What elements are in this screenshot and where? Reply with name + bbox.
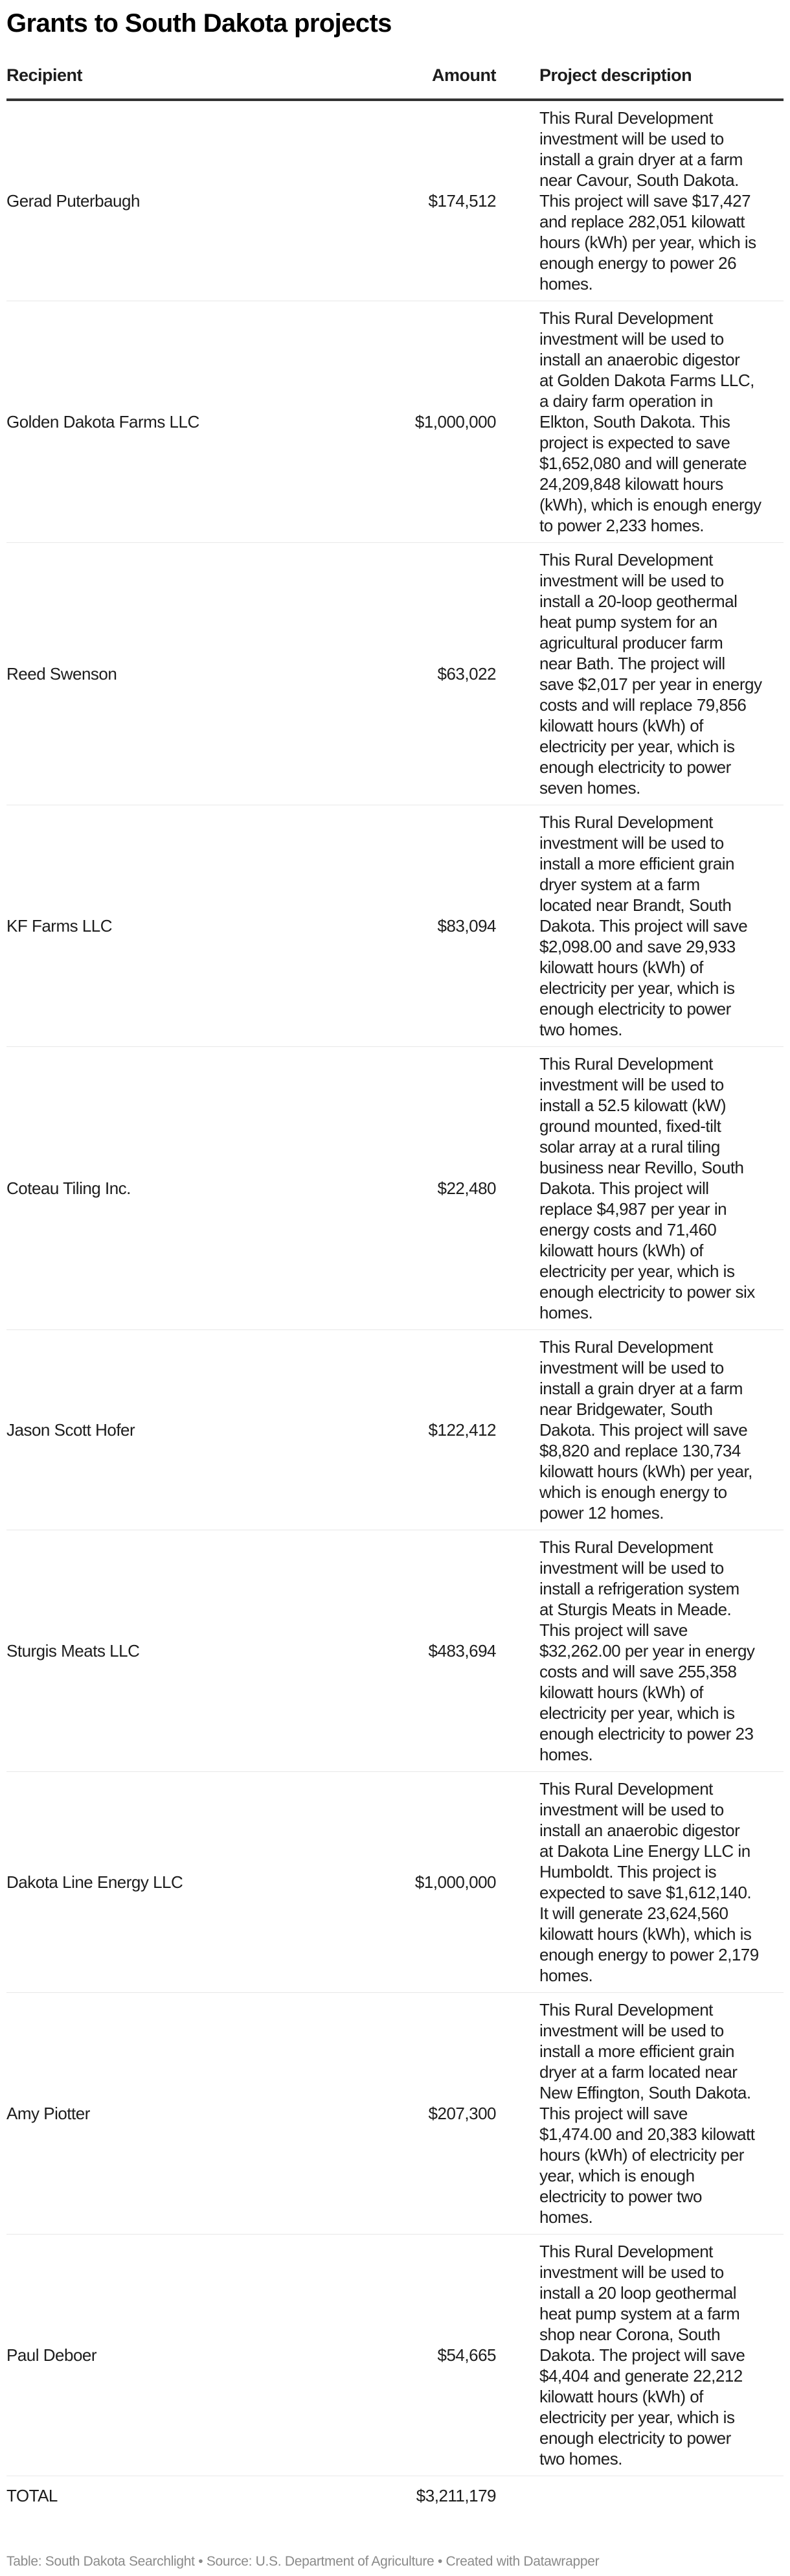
description-cell	[539, 301, 784, 543]
table-header-row	[6, 65, 784, 100]
table-row	[6, 1530, 784, 1772]
spacer-cell	[496, 1772, 539, 1993]
amount-cell: $483,694	[408, 1530, 496, 1772]
description-line: $2,098.00 and save 29,933	[539, 937, 736, 956]
description-line: This Rural Development	[539, 1054, 713, 1074]
spacer-cell	[496, 2476, 539, 2516]
description-line: year, which is enough	[539, 2166, 695, 2185]
description-line: Dakota. This project will save	[539, 916, 748, 936]
description-line: costs and will save 255,358	[539, 1662, 737, 1681]
description-line: located near Brandt, South	[539, 895, 732, 915]
description-line: This project will save $17,427	[539, 191, 751, 211]
spacer-cell	[496, 543, 539, 805]
description-line: homes.	[539, 1745, 593, 1764]
description-line: heat pump system at a farm	[539, 2304, 740, 2323]
amount-cell: $22,480	[408, 1047, 496, 1330]
description-line: This Rural Development	[539, 108, 713, 128]
description-line: at Sturgis Meats in Meade.	[539, 1600, 732, 1619]
description-line: Dakota. This project will save	[539, 1420, 748, 1440]
description-line: investment will be used to	[539, 1358, 724, 1377]
description-line: $1,474.00 and 20,383 kilowatt	[539, 2124, 755, 2144]
total-description	[539, 2476, 784, 2516]
description-line: install an anaerobic digestor	[539, 1821, 740, 1840]
description-line: This Rural Development	[539, 1537, 713, 1557]
spacer-cell	[496, 301, 539, 543]
description-cell	[539, 1047, 784, 1330]
spacer-cell	[496, 1530, 539, 1772]
description-line: investment will be used to	[539, 1075, 724, 1094]
description-line: two homes.	[539, 2449, 622, 2468]
description-line: It will generate 23,624,560	[539, 1903, 728, 1923]
description-line: enough electricity to power 23	[539, 1724, 754, 1743]
description-line: install a more efficient grain	[539, 854, 735, 873]
description-line: hours (kWh) of electricity per	[539, 2145, 744, 2165]
spacer-cell	[496, 1330, 539, 1530]
description-line: (kWh), which is enough energy	[539, 495, 762, 514]
description-line: electricity per year, which is	[539, 2408, 735, 2427]
description-line: homes.	[539, 2207, 593, 2227]
description-line: This Rural Development	[539, 812, 713, 832]
description-line: homes.	[539, 1303, 593, 1322]
description-line: replace $4,987 per year in	[539, 1199, 727, 1219]
amount-cell: $54,665	[408, 2235, 496, 2476]
description-line: install a grain dryer at a farm	[539, 150, 743, 169]
description-line: enough energy to power 2,179	[539, 1945, 759, 1964]
spacer-cell	[496, 100, 539, 301]
description-line: electricity to power two	[539, 2187, 702, 2206]
description-line: seven homes.	[539, 778, 640, 798]
description-line: project is expected to save	[539, 433, 730, 452]
description-cell	[539, 543, 784, 805]
description-line: near Bath. The project will	[539, 654, 725, 673]
description-line: install a 20 loop geothermal	[539, 2283, 736, 2303]
recipient-cell: Golden Dakota Farms LLC	[6, 301, 408, 543]
description-line: near Cavour, South Dakota.	[539, 170, 739, 190]
description-line: install an anaerobic digestor	[539, 350, 740, 369]
description-line: and replace 282,051 kilowatt	[539, 212, 745, 231]
description-line: This Rural Development	[539, 1779, 713, 1799]
description-cell	[539, 100, 784, 301]
description-line: install a grain dryer at a farm	[539, 1379, 743, 1398]
description-line: energy costs and 71,460	[539, 1220, 717, 1239]
description-line: dryer system at a farm	[539, 875, 700, 894]
description-line: This Rural Development	[539, 308, 713, 328]
table-row	[6, 2235, 784, 2476]
description-line: install a 20-loop geothermal	[539, 592, 738, 611]
source-footer: Table: South Dakota Searchlight • Source: U.S. Department of Agriculture • Created with Datawrapper	[6, 2554, 600, 2569]
description-line: at Golden Dakota Farms LLC,	[539, 371, 754, 390]
description-line: dryer at a farm located near	[539, 2062, 738, 2082]
description-line: solar array at a rural tiling	[539, 1137, 720, 1156]
recipient-cell: Gerad Puterbaugh	[6, 100, 408, 301]
total-amount: $3,211,179	[416, 2486, 496, 2505]
amount-cell: $83,094	[408, 805, 496, 1047]
amount-cell: $122,412	[408, 1330, 496, 1530]
column-header-amount[interactable]: Amount	[408, 65, 496, 100]
description-line: to power 2,233 homes.	[539, 516, 704, 535]
description-line: kilowatt hours (kWh) of	[539, 2387, 703, 2406]
description-line: kilowatt hours (kWh) of	[539, 1683, 703, 1702]
column-header-recipient[interactable]: Recipient	[6, 65, 408, 100]
description-line: which is enough energy to	[539, 1482, 727, 1502]
datawrapper-table-container	[6, 0, 784, 2515]
description-line: business near Revillo, South	[539, 1158, 744, 1177]
description-line: homes.	[539, 274, 593, 293]
table-row	[6, 1772, 784, 1993]
recipient-cell: Dakota Line Energy LLC	[6, 1772, 408, 1993]
description-line: 24,209,848 kilowatt hours	[539, 474, 723, 494]
table-row	[6, 1993, 784, 2235]
description-line: install a more efficient grain	[539, 2041, 735, 2061]
description-line: kilowatt hours (kWh) of	[539, 1241, 703, 1260]
description-line: investment will be used to	[539, 2021, 724, 2040]
recipient-cell: Reed Swenson	[6, 543, 408, 805]
description-cell	[539, 1993, 784, 2235]
description-cell	[539, 805, 784, 1047]
recipient-cell: Sturgis Meats LLC	[6, 1530, 408, 1772]
description-line: This project will save	[539, 1620, 688, 1640]
description-line: electricity per year, which is	[539, 1261, 735, 1281]
recipient-cell: KF Farms LLC	[6, 805, 408, 1047]
description-line: investment will be used to	[539, 329, 724, 349]
description-line: install a refrigeration system	[539, 1579, 739, 1598]
description-line: $4,404 and generate 22,212	[539, 2366, 743, 2386]
description-line: $8,820 and replace 130,734	[539, 1441, 741, 1460]
recipient-cell: Amy Piotter	[6, 1993, 408, 2235]
description-line: This Rural Development	[539, 1337, 713, 1357]
total-label: TOTAL	[6, 2486, 58, 2505]
description-line: investment will be used to	[539, 2262, 724, 2282]
table-row	[6, 100, 784, 301]
grants-table	[6, 65, 784, 2515]
description-line: install a 52.5 kilowatt (kW)	[539, 1096, 726, 1115]
description-line: agricultural producer farm	[539, 633, 723, 652]
column-header-description[interactable]: Project description	[539, 65, 784, 100]
description-line: investment will be used to	[539, 1800, 724, 1819]
description-line: electricity per year, which is	[539, 978, 735, 998]
description-line: a dairy farm operation in	[539, 391, 713, 411]
description-line: power 12 homes.	[539, 1503, 664, 1523]
description-line: kilowatt hours (kWh) of	[539, 958, 703, 977]
description-line: kilowatt hours (kWh), which is	[539, 1924, 752, 1944]
description-line: enough electricity to power	[539, 999, 731, 1018]
description-line: investment will be used to	[539, 833, 724, 853]
table-row	[6, 1330, 784, 1530]
description-line: This Rural Development	[539, 550, 713, 569]
description-line: Elkton, South Dakota. This	[539, 412, 730, 431]
table-row	[6, 543, 784, 805]
description-cell	[539, 1772, 784, 1993]
table-row	[6, 1047, 784, 1330]
amount-cell: $63,022	[408, 543, 496, 805]
column-header-spacer	[496, 65, 539, 100]
description-line: homes.	[539, 1966, 593, 1985]
spacer-cell	[496, 805, 539, 1047]
description-line: enough electricity to power	[539, 2428, 731, 2448]
total-row	[6, 2476, 784, 2516]
description-line: shop near Corona, South	[539, 2325, 721, 2344]
description-line: This project will save	[539, 2104, 688, 2123]
table-row	[6, 805, 784, 1047]
description-cell	[539, 2235, 784, 2476]
description-cell	[539, 1330, 784, 1530]
description-line: This Rural Development	[539, 2242, 713, 2261]
table-row	[6, 301, 784, 543]
description-line: costs and will replace 79,856	[539, 695, 747, 715]
description-line: Dakota. The project will save	[539, 2345, 745, 2365]
spacer-cell	[496, 2235, 539, 2476]
amount-cell: $174,512	[408, 100, 496, 301]
description-line: save $2,017 per year in energy	[539, 674, 762, 694]
description-line: ground mounted, fixed-tilt	[539, 1116, 721, 1136]
table-body	[6, 100, 784, 2515]
description-line: New Effington, South Dakota.	[539, 2083, 751, 2102]
description-line: expected to save $1,612,140.	[539, 1883, 752, 1902]
description-line: heat pump system for an	[539, 612, 717, 632]
description-line: kilowatt hours (kWh) of	[539, 716, 703, 735]
description-line: enough energy to power 26	[539, 253, 737, 273]
description-line: at Dakota Line Energy LLC in	[539, 1841, 751, 1861]
description-line: investment will be used to	[539, 571, 724, 590]
description-line: investment will be used to	[539, 1558, 724, 1578]
description-line: $1,652,080 and will generate	[539, 454, 747, 473]
description-line: $32,262.00 per year in energy	[539, 1641, 755, 1661]
description-line: kilowatt hours (kWh) per year,	[539, 1462, 752, 1481]
spacer-cell	[496, 1047, 539, 1330]
description-line: This Rural Development	[539, 2000, 713, 2019]
description-line: two homes.	[539, 1020, 622, 1039]
description-cell	[539, 1530, 784, 1772]
amount-cell: $1,000,000	[408, 1772, 496, 1993]
recipient-cell: Jason Scott Hofer	[6, 1330, 408, 1530]
description-line: near Bridgewater, South	[539, 1399, 713, 1419]
description-line: electricity per year, which is	[539, 1703, 735, 1723]
description-line: investment will be used to	[539, 129, 724, 148]
description-line: electricity per year, which is	[539, 737, 735, 756]
page-title: Grants to South Dakota projects	[6, 9, 392, 38]
recipient-cell: Paul Deboer	[6, 2235, 408, 2476]
spacer-cell	[496, 1993, 539, 2235]
recipient-cell: Coteau Tiling Inc.	[6, 1047, 408, 1330]
description-line: Dakota. This project will	[539, 1179, 709, 1198]
description-line: enough electricity to power six	[539, 1282, 755, 1302]
description-line: hours (kWh) per year, which is	[539, 233, 756, 252]
description-line: enough electricity to power	[539, 757, 731, 777]
description-line: Humboldt. This project is	[539, 1862, 717, 1881]
amount-cell: $1,000,000	[408, 301, 496, 543]
amount-cell: $207,300	[408, 1993, 496, 2235]
